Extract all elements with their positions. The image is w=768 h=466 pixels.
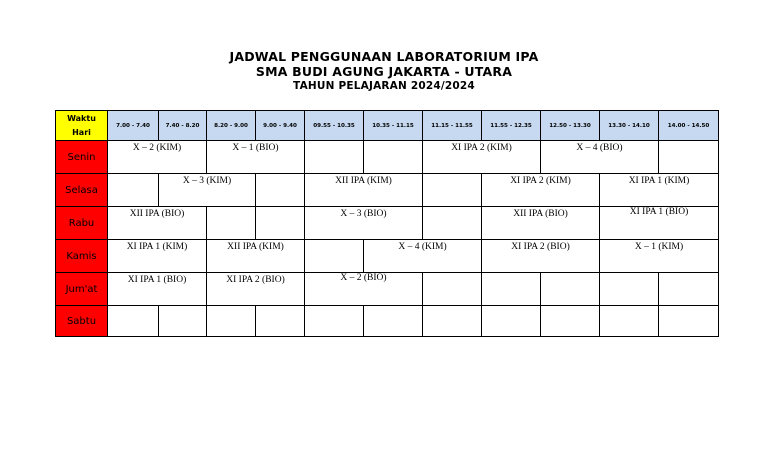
day-label: Selasa — [56, 174, 108, 207]
day-row-sabtu — [56, 306, 719, 337]
lab-session: XI IPA 1 (BIO) — [600, 207, 719, 240]
lab-session: XI IPA 2 (KIM) — [482, 174, 600, 207]
day-row-selasa — [56, 174, 719, 207]
day-label: Senin — [56, 141, 108, 174]
empty-slot — [364, 141, 423, 174]
lab-session: XII IPA (BIO) — [482, 207, 600, 240]
empty-slot — [108, 306, 159, 337]
time-slot-header: 8.20 - 9.00 — [207, 111, 256, 141]
day-label: Kamis — [56, 240, 108, 273]
lab-session: XI IPA 2 (BIO) — [482, 240, 600, 273]
empty-slot — [600, 273, 659, 306]
empty-slot — [423, 306, 482, 337]
academic-year: TAHUN PELAJARAN 2024/2024 — [293, 80, 475, 92]
lab-session: X – 2 (BIO) — [305, 273, 423, 306]
day-row-senin — [56, 141, 719, 174]
header-row — [56, 111, 719, 141]
lab-session: X – 3 (BIO) — [305, 207, 423, 240]
empty-slot — [423, 174, 482, 207]
day-row-rabu — [56, 207, 719, 240]
day-label: Rabu — [56, 207, 108, 240]
corner-hari: Hari — [72, 127, 91, 137]
lab-session: X – 4 (BIO) — [541, 141, 659, 174]
empty-slot — [207, 207, 256, 240]
lab-session: XII IPA (KIM) — [207, 240, 305, 273]
corner-cell — [56, 111, 108, 141]
lab-session: X – 2 (KIM) — [108, 141, 207, 174]
empty-slot — [659, 141, 719, 174]
day-row-jumat — [56, 273, 719, 306]
day-row-kamis — [56, 240, 719, 273]
time-slot-header: 09.55 - 10.35 — [305, 111, 364, 141]
empty-slot — [482, 306, 541, 337]
empty-slot — [256, 207, 305, 240]
empty-slot — [207, 306, 256, 337]
time-slot-header: 12.50 - 13.30 — [541, 111, 600, 141]
lab-session: X – 1 (BIO) — [207, 141, 305, 174]
empty-slot — [482, 273, 541, 306]
empty-slot — [305, 141, 364, 174]
lab-session: XI IPA 1 (KIM) — [108, 240, 207, 273]
empty-slot — [256, 306, 305, 337]
empty-slot — [108, 174, 159, 207]
school-name: SMA BUDI AGUNG JAKARTA - UTARA — [255, 64, 513, 79]
day-label: Jum'at — [56, 273, 108, 306]
empty-slot — [659, 273, 719, 306]
time-slot-header: 11.55 - 12.35 — [482, 111, 541, 141]
lab-session: XI IPA 2 (KIM) — [423, 141, 541, 174]
lab-session: X – 3 (KIM) — [159, 174, 256, 207]
time-slot-header: 10.35 - 11.15 — [364, 111, 423, 141]
lab-session: XI IPA 1 (BIO) — [108, 273, 207, 306]
time-slot-header: 14.00 - 14.50 — [659, 111, 719, 141]
time-slot-header: 11.15 - 11.55 — [423, 111, 482, 141]
time-slot-header: 9.00 - 9.40 — [256, 111, 305, 141]
lab-session: XI IPA 2 (BIO) — [207, 273, 305, 306]
empty-slot — [423, 273, 482, 306]
empty-slot — [305, 240, 364, 273]
lab-session: X – 4 (KIM) — [364, 240, 482, 273]
empty-slot — [600, 306, 659, 337]
time-slot-header: 7.00 - 7.40 — [108, 111, 159, 141]
empty-slot — [541, 306, 600, 337]
lab-session: XII IPA (KIM) — [305, 174, 423, 207]
empty-slot — [159, 306, 207, 337]
empty-slot — [659, 306, 719, 337]
empty-slot — [541, 273, 600, 306]
corner-waktu: Waktu — [67, 113, 96, 123]
day-label: Sabtu — [56, 306, 108, 337]
schedule-table — [55, 110, 719, 337]
time-slot-header: 7.40 - 8.20 — [159, 111, 207, 141]
empty-slot — [364, 306, 423, 337]
time-slot-header: 13.30 - 14.10 — [600, 111, 659, 141]
lab-session: X – 1 (KIM) — [600, 240, 719, 273]
lab-session: XI IPA 1 (KIM) — [600, 174, 719, 207]
empty-slot — [256, 174, 305, 207]
empty-slot — [305, 306, 364, 337]
lab-session: XII IPA (BIO) — [108, 207, 207, 240]
document-title: JADWAL PENGGUNAAN LABORATORIUM IPA — [229, 49, 539, 64]
empty-slot — [423, 207, 482, 240]
